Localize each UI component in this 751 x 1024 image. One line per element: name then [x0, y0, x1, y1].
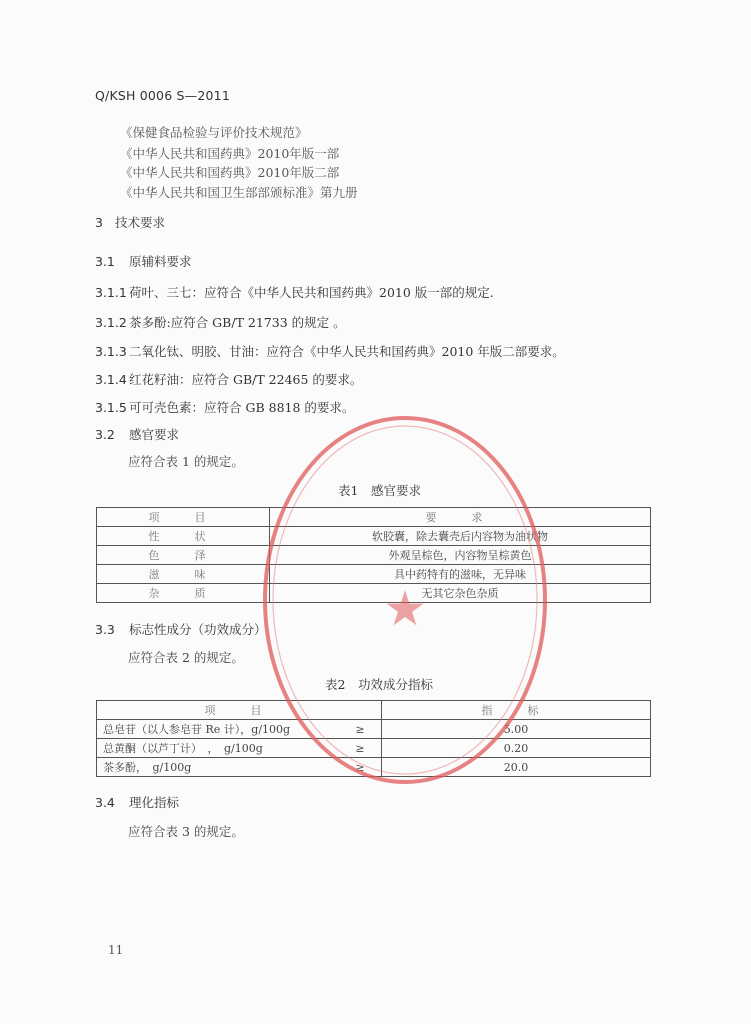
table-cell: 外观呈棕色，内容物呈棕黄色 [270, 546, 651, 565]
table-cell: 杂 质 [97, 584, 270, 603]
table-cell: 0.20 [382, 739, 651, 758]
seal-star: ★ [383, 581, 427, 637]
section-3-3-heading: 3.3 标志性成分（功效成分） [95, 622, 267, 637]
table-cell: 软胶囊，除去囊壳后内容物为油状物 [270, 527, 651, 546]
reference-item: 《中华人民共和国卫生部部颁标准》第九册 [120, 185, 358, 200]
table-cell: ≥ [339, 739, 382, 758]
section-3-1-4: 3.1.4 红花籽油：应符合 GB/T 22465 的要求。 [95, 372, 363, 387]
section-3-2-heading: 3.2 感官要求 [95, 427, 180, 442]
reference-item: 《保健食品检验与评价技术规范》 [120, 125, 308, 140]
official-seal-stamp [255, 410, 555, 790]
table-cell: ≥ [339, 758, 382, 777]
section-3-1-5: 3.1.5 可可壳色素：应符合 GB 8818 的要求。 [95, 400, 355, 415]
section-3-3-text: 应符合表 2 的规定。 [128, 650, 244, 665]
table-cell: 具中药特有的滋味，无异味 [270, 565, 651, 584]
table-cell: 5.00 [382, 720, 651, 739]
section-3-1-2: 3.1.2 茶多酚:应符合 GB/T 21733 的规定 。 [95, 315, 346, 330]
table1-caption: 表1 感官要求 [338, 483, 421, 498]
standard-code: Q/KSH 0006 S—2011 [95, 88, 230, 103]
table-cell: 无其它杂色杂质 [270, 584, 651, 603]
section-3-4-text: 应符合表 3 的规定。 [128, 824, 244, 839]
reference-item: 《中华人民共和国药典》2010年版二部 [120, 165, 340, 180]
table-cell: 总皂苷（以人参皂苷 Re 计），g/100g [97, 720, 340, 739]
section-3-4-heading: 3.4 理化指标 [95, 795, 180, 810]
table-header-cell: 要 求 [270, 508, 651, 527]
table-cell: 性 状 [97, 527, 270, 546]
table-cell: 色 泽 [97, 546, 270, 565]
table-header-cell: 指 标 [382, 701, 651, 720]
table-cell: 总黄酮（以芦丁计） ， g/100g [97, 739, 340, 758]
section-3-1-1: 3.1.1 荷叶、三七：应符合《中华人民共和国药典》2010 版一部的规定. [95, 285, 494, 300]
reference-item: 《中华人民共和国药典》2010年版一部 [120, 146, 340, 161]
table-cell: 茶多酚， g/100g [97, 758, 340, 777]
table2-caption: 表2 功效成分指标 [325, 677, 433, 692]
table-cell: ≥ [339, 720, 382, 739]
section-3-1-3: 3.1.3 二氧化钛、明胶、甘油：应符合《中华人民共和国药典》2010 年版二部要求。 [95, 344, 565, 359]
section-3-1-heading: 3.1 原辅料要求 [95, 254, 192, 269]
table-cell: 滋 味 [97, 565, 270, 584]
section-3-heading: 3 技术要求 [95, 215, 166, 230]
section-3-2-text: 应符合表 1 的规定。 [128, 454, 244, 469]
table-header-cell: 项 目 [97, 508, 270, 527]
table-header-cell: 项 目 [97, 701, 382, 720]
page-number: 11 [108, 943, 124, 957]
table-cell: 20.0 [382, 758, 651, 777]
